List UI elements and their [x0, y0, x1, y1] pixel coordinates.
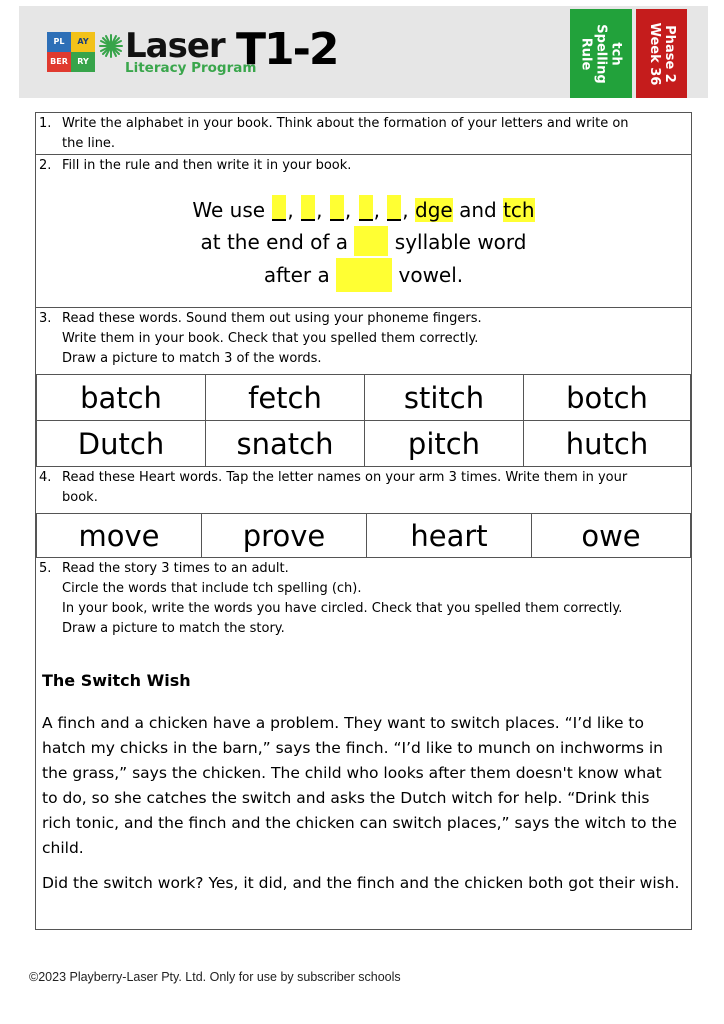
- question-2: [36, 155, 691, 308]
- tag-line: tch: [608, 41, 624, 66]
- word-grid: [36, 374, 691, 467]
- question-number: 4.: [39, 470, 52, 485]
- worksheet: [35, 112, 692, 930]
- spelling-rule: [36, 195, 691, 292]
- rule-line-1: [36, 195, 691, 226]
- story-title: The Switch Wish: [42, 671, 191, 690]
- rule-dge: dge: [415, 198, 453, 222]
- question-5-text: [39, 559, 622, 639]
- instruction-line: Write the alphabet in your book. Think about the formation of your letters and write on: [62, 116, 629, 131]
- word-cell: stitch: [365, 375, 524, 421]
- rule-tch: tch: [503, 198, 535, 222]
- rule-text: at the end of a: [200, 230, 349, 254]
- phase-week-tag: [636, 9, 687, 98]
- rule-text: vowel.: [398, 263, 464, 287]
- instruction-line: Draw a picture to match 3 of the words.: [62, 351, 322, 366]
- instruction-line: In your book, write the words you have circled. Check that you spelled them correctly.: [62, 601, 623, 616]
- heart-word-cell: owe: [532, 514, 691, 558]
- story-paragraph: A finch and a chicken have a problem. They want to switch places. “I’d like to hatch my chicks in the barn,” says the finch. “I’d like to munch on inchworms in the grass,” says the chicken. The child who looks after them doesn't know what to do, so she catches the switch and asks the Dutch witch for help. “Drink this rich tonic, and the finch and the chicken can switch places,” says the witch to the child.: [42, 714, 677, 857]
- rule-blank[interactable]: [359, 195, 373, 221]
- tag-line: Rule: [578, 37, 594, 70]
- logo-subtitle: Literacy Program: [125, 60, 257, 76]
- question-3: [36, 308, 691, 374]
- rule-blank[interactable]: [354, 226, 388, 256]
- rule-text: after a: [263, 263, 330, 287]
- rule-text: and: [459, 198, 497, 222]
- word-cell: Dutch: [37, 421, 206, 467]
- question-number: 5.: [39, 561, 52, 576]
- instruction-line: Read these words. Sound them out using your phoneme fingers.: [62, 311, 482, 326]
- word-cell: botch: [524, 375, 691, 421]
- heart-word-grid: [36, 513, 691, 558]
- word-cell: batch: [37, 375, 206, 421]
- story-paragraph: Did the switch work? Yes, it did, and the finch and the chicken both got their wish.: [42, 874, 680, 892]
- instruction-line: Read these Heart words. Tap the letter names on your arm 3 times. Write them in your: [62, 470, 628, 485]
- word-cell: hutch: [524, 421, 691, 467]
- question-1: [36, 113, 691, 155]
- question-2-text: [39, 156, 351, 176]
- instruction-line: book.: [62, 490, 98, 505]
- rule-line-2: [36, 226, 691, 258]
- question-4: [36, 467, 691, 512]
- rule-blank[interactable]: [301, 195, 315, 221]
- header-banner: [19, 6, 708, 98]
- heart-word-cell: heart: [367, 514, 532, 558]
- rule-comma: ,: [316, 198, 323, 222]
- playberry-puzzle-logo: [47, 32, 95, 72]
- level-label: T1-2: [236, 24, 338, 75]
- word-cell: snatch: [206, 421, 365, 467]
- question-4-text: [39, 468, 627, 508]
- puzzle-piece-green: RY: [71, 52, 95, 72]
- instruction-line: Write them in your book. Check that you spelled them correctly.: [62, 331, 479, 346]
- spelling-rule-tag: [570, 9, 632, 98]
- rule-blank[interactable]: [387, 195, 401, 221]
- instruction-line: Draw a picture to match the story.: [62, 621, 285, 636]
- rule-text: syllable word: [394, 230, 527, 254]
- question-3-text: [39, 309, 482, 369]
- word-row: [37, 514, 691, 558]
- instruction-line: Circle the words that include tch spelling (ch).: [62, 581, 362, 596]
- instruction-line: the line.: [62, 136, 116, 151]
- tag-line: Week 36: [646, 22, 662, 85]
- rule-blank[interactable]: [272, 195, 286, 221]
- rule-blank[interactable]: [330, 195, 344, 221]
- copyright-footer: ©2023 Playberry-Laser Pty. Ltd. Only for use by subscriber schools: [29, 970, 401, 984]
- tag-line: Phase 2: [661, 24, 677, 83]
- question-number: 1.: [39, 116, 52, 131]
- rule-comma: ,: [287, 198, 294, 222]
- heart-word-cell: move: [37, 514, 202, 558]
- question-number: 2.: [39, 158, 52, 173]
- question-1-text: [39, 114, 629, 154]
- story-text: [42, 711, 682, 906]
- rule-comma: ,: [373, 198, 380, 222]
- instruction-line: Fill in the rule and then write it in your book.: [62, 158, 352, 173]
- rule-blank[interactable]: [336, 258, 392, 292]
- word-row: [37, 421, 691, 467]
- logo-wordmark: Laser: [125, 26, 225, 66]
- rule-comma: ,: [402, 198, 409, 222]
- laser-burst-icon: [99, 34, 123, 58]
- word-cell: fetch: [206, 375, 365, 421]
- word-row: [37, 375, 691, 421]
- heart-word-cell: prove: [202, 514, 367, 558]
- word-cell: pitch: [365, 421, 524, 467]
- question-number: 3.: [39, 311, 52, 326]
- rule-comma: ,: [344, 198, 352, 222]
- tag-line: Spelling: [593, 23, 609, 84]
- instruction-line: Read the story 3 times to an adult.: [62, 561, 289, 576]
- puzzle-piece-red: BER: [47, 52, 71, 72]
- puzzle-piece-yellow: AY: [71, 32, 95, 52]
- rule-text: We use: [192, 198, 266, 222]
- rule-line-3: [36, 258, 691, 292]
- puzzle-piece-blue: PL: [47, 32, 71, 52]
